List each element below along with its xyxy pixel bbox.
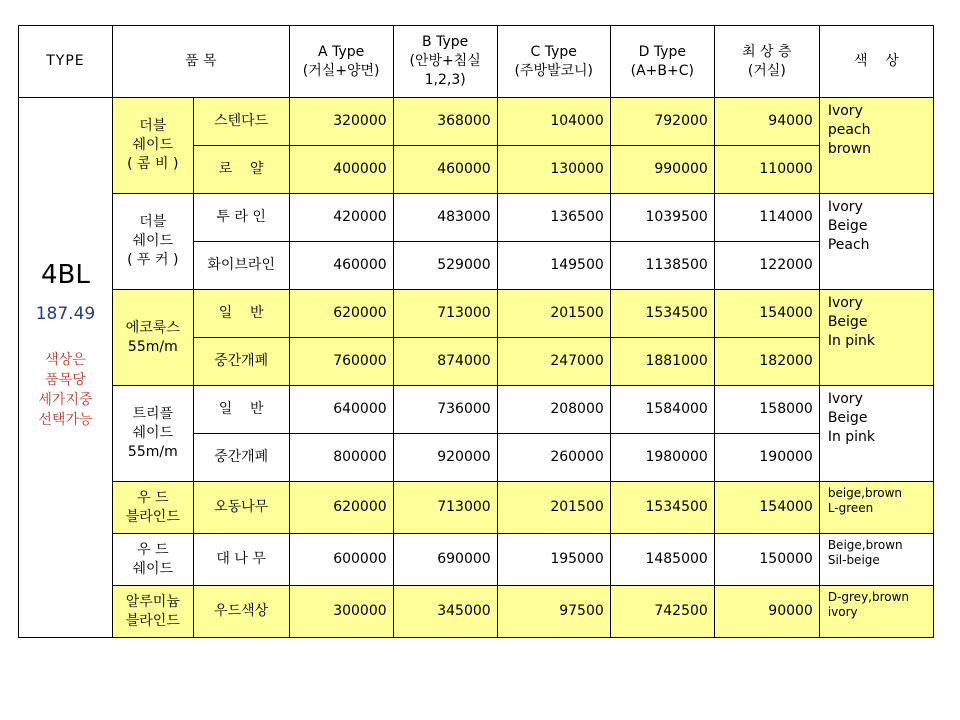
product-item: 대 나 무 [193, 534, 289, 586]
color-options [819, 194, 933, 290]
color-options [819, 534, 933, 586]
price-b-cell: 368000 [393, 98, 497, 146]
color-option: Beige [827, 314, 868, 330]
table-row [19, 290, 934, 338]
price-c-cell: 97500 [497, 586, 610, 638]
header-top-floor [714, 26, 819, 98]
price-top-cell: 90000 [714, 586, 819, 638]
price-a-cell: 620000 [289, 482, 393, 534]
product-item: 오동나무 [193, 482, 289, 534]
price-d-cell: 1534500 [610, 290, 714, 338]
product-group-line: 블라인드 [125, 612, 180, 629]
product-group-line: 에코룩스 [125, 319, 180, 336]
color-option: In pink [827, 333, 876, 349]
price-top-cell: 122000 [714, 242, 819, 290]
color-option: Beige [827, 410, 868, 426]
table-row [19, 386, 934, 434]
model-cell [19, 98, 113, 638]
header-b-sub2: 1,2,3) [424, 72, 466, 88]
color-note-line: 세가지중 [38, 392, 93, 408]
price-d-cell: 1039500 [610, 194, 714, 242]
header-d-title: D Type [638, 43, 686, 60]
product-group-line: 더블 [139, 214, 167, 230]
color-option: ivory [827, 605, 858, 619]
header-a-sub: (거실+양면) [302, 62, 380, 79]
color-option: Ivory [827, 391, 863, 407]
color-option: Ivory [827, 103, 863, 119]
product-item: 중간개폐 [193, 338, 289, 386]
product-group-name [112, 98, 193, 194]
color-option: peach [827, 122, 871, 138]
price-b-cell: 920000 [393, 434, 497, 482]
color-note-line: 품목당 [45, 372, 86, 388]
header-item: 품 목 [112, 26, 289, 98]
color-option: Peach [827, 237, 870, 253]
product-item: 우드색상 [193, 586, 289, 638]
product-group-name [112, 482, 193, 534]
header-c-type [497, 26, 610, 98]
price-a-cell: 800000 [289, 434, 393, 482]
product-group-line: 쉐이드 [132, 425, 174, 441]
header-a-title: A Type [318, 43, 365, 60]
table-row [19, 534, 934, 586]
table-row [19, 194, 934, 242]
price-d-cell: 990000 [610, 146, 714, 194]
price-d-cell: 1881000 [610, 338, 714, 386]
color-options [819, 586, 933, 638]
product-group-line: 더블 [139, 118, 167, 134]
color-note [19, 350, 112, 430]
price-top-cell: 158000 [714, 386, 819, 434]
header-d-type [610, 26, 714, 98]
product-group-line: 쉐이드 [132, 233, 174, 249]
price-c-cell: 130000 [497, 146, 610, 194]
product-group-line: 쉐이드 [132, 560, 174, 577]
price-d-cell: 1584000 [610, 386, 714, 434]
price-b-cell: 713000 [393, 482, 497, 534]
color-note-line: 색상은 [45, 352, 86, 368]
product-group-line: 55m/m [127, 444, 178, 460]
product-group-name [112, 194, 193, 290]
product-item: 스텐다드 [193, 98, 289, 146]
product-group-line: ( 콤 비 ) [127, 156, 179, 172]
header-top-title: 최 상 층 [742, 43, 792, 60]
color-option: L-green [827, 501, 874, 515]
product-group-line: 55m/m [127, 338, 178, 355]
price-a-cell: 620000 [289, 290, 393, 338]
product-item: 중간개폐 [193, 434, 289, 482]
header-b-type [393, 26, 497, 98]
product-group-line: 우 드 [137, 541, 169, 558]
color-note-line: 선택가능 [38, 412, 93, 428]
product-group-line: 알루미늄 [125, 593, 180, 610]
price-top-cell: 114000 [714, 194, 819, 242]
price-a-cell: 600000 [289, 534, 393, 586]
color-options [819, 482, 933, 534]
color-option: Beige [827, 218, 868, 234]
header-d-sub: (A+B+C) [630, 62, 694, 79]
price-c-cell: 260000 [497, 434, 610, 482]
color-option: Sil-beige [827, 553, 880, 567]
header-color: 색 상 [819, 26, 933, 98]
price-c-cell: 247000 [497, 338, 610, 386]
price-c-cell: 149500 [497, 242, 610, 290]
price-c-cell: 195000 [497, 534, 610, 586]
price-c-cell: 201500 [497, 482, 610, 534]
color-option: Ivory [827, 295, 863, 311]
color-option: Beige,brown [827, 538, 903, 552]
header-c-title: C Type [530, 43, 577, 60]
color-option: beige,brown [827, 486, 903, 500]
price-d-cell: 1534500 [610, 482, 714, 534]
table-row [19, 98, 934, 146]
product-group-line: 우 드 [137, 489, 169, 506]
price-c-cell: 201500 [497, 290, 610, 338]
product-group-name [112, 586, 193, 638]
product-group-line: ( 푸 커 ) [127, 252, 179, 268]
price-c-cell: 208000 [497, 386, 610, 434]
price-b-cell: 713000 [393, 290, 497, 338]
product-group-name [112, 386, 193, 482]
header-type: TYPE [19, 26, 113, 98]
price-top-cell: 190000 [714, 434, 819, 482]
price-d-cell: 1485000 [610, 534, 714, 586]
price-top-cell: 94000 [714, 98, 819, 146]
price-top-cell: 110000 [714, 146, 819, 194]
product-item: 일 반 [193, 386, 289, 434]
table-row [19, 586, 934, 638]
header-row [19, 26, 934, 98]
color-options [819, 98, 933, 194]
table-row [19, 482, 934, 534]
header-b-sub1: (안방+침실 [409, 53, 481, 69]
product-group-line: 트리플 [132, 406, 174, 422]
product-item: 로 얄 [193, 146, 289, 194]
header-c-sub: (주방발코니) [514, 62, 593, 79]
price-a-cell: 760000 [289, 338, 393, 386]
price-b-cell: 529000 [393, 242, 497, 290]
product-group-line: 쉐이드 [132, 137, 174, 153]
product-group-name [112, 534, 193, 586]
price-top-cell: 150000 [714, 534, 819, 586]
price-b-cell: 460000 [393, 146, 497, 194]
color-option: D-grey,brown [827, 590, 910, 604]
price-a-cell: 640000 [289, 386, 393, 434]
model-area: 187.49 [35, 304, 96, 324]
price-d-cell: 1138500 [610, 242, 714, 290]
header-a-type [289, 26, 393, 98]
price-b-cell: 690000 [393, 534, 497, 586]
header-b-title: B Type [422, 34, 469, 50]
price-b-cell: 736000 [393, 386, 497, 434]
product-group-line: 블라인드 [125, 508, 180, 525]
price-a-cell: 420000 [289, 194, 393, 242]
price-top-cell: 154000 [714, 482, 819, 534]
product-item: 일 반 [193, 290, 289, 338]
price-a-cell: 300000 [289, 586, 393, 638]
color-options [819, 386, 933, 482]
price-d-cell: 792000 [610, 98, 714, 146]
price-top-cell: 154000 [714, 290, 819, 338]
price-d-cell: 742500 [610, 586, 714, 638]
price-a-cell: 460000 [289, 242, 393, 290]
price-c-cell: 136500 [497, 194, 610, 242]
price-b-cell: 874000 [393, 338, 497, 386]
model-name: 4BL [41, 260, 90, 290]
product-item: 투 라 인 [193, 194, 289, 242]
price-table [18, 25, 934, 638]
color-option: In pink [827, 429, 876, 445]
product-item: 화이브라인 [193, 242, 289, 290]
product-group-name [112, 290, 193, 386]
price-b-cell: 345000 [393, 586, 497, 638]
color-option: Ivory [827, 199, 863, 215]
price-a-cell: 400000 [289, 146, 393, 194]
color-option: brown [827, 141, 872, 157]
price-d-cell: 1980000 [610, 434, 714, 482]
header-top-sub: (거실) [747, 62, 786, 79]
price-top-cell: 182000 [714, 338, 819, 386]
price-c-cell: 104000 [497, 98, 610, 146]
price-b-cell: 483000 [393, 194, 497, 242]
color-options [819, 290, 933, 386]
price-a-cell: 320000 [289, 98, 393, 146]
